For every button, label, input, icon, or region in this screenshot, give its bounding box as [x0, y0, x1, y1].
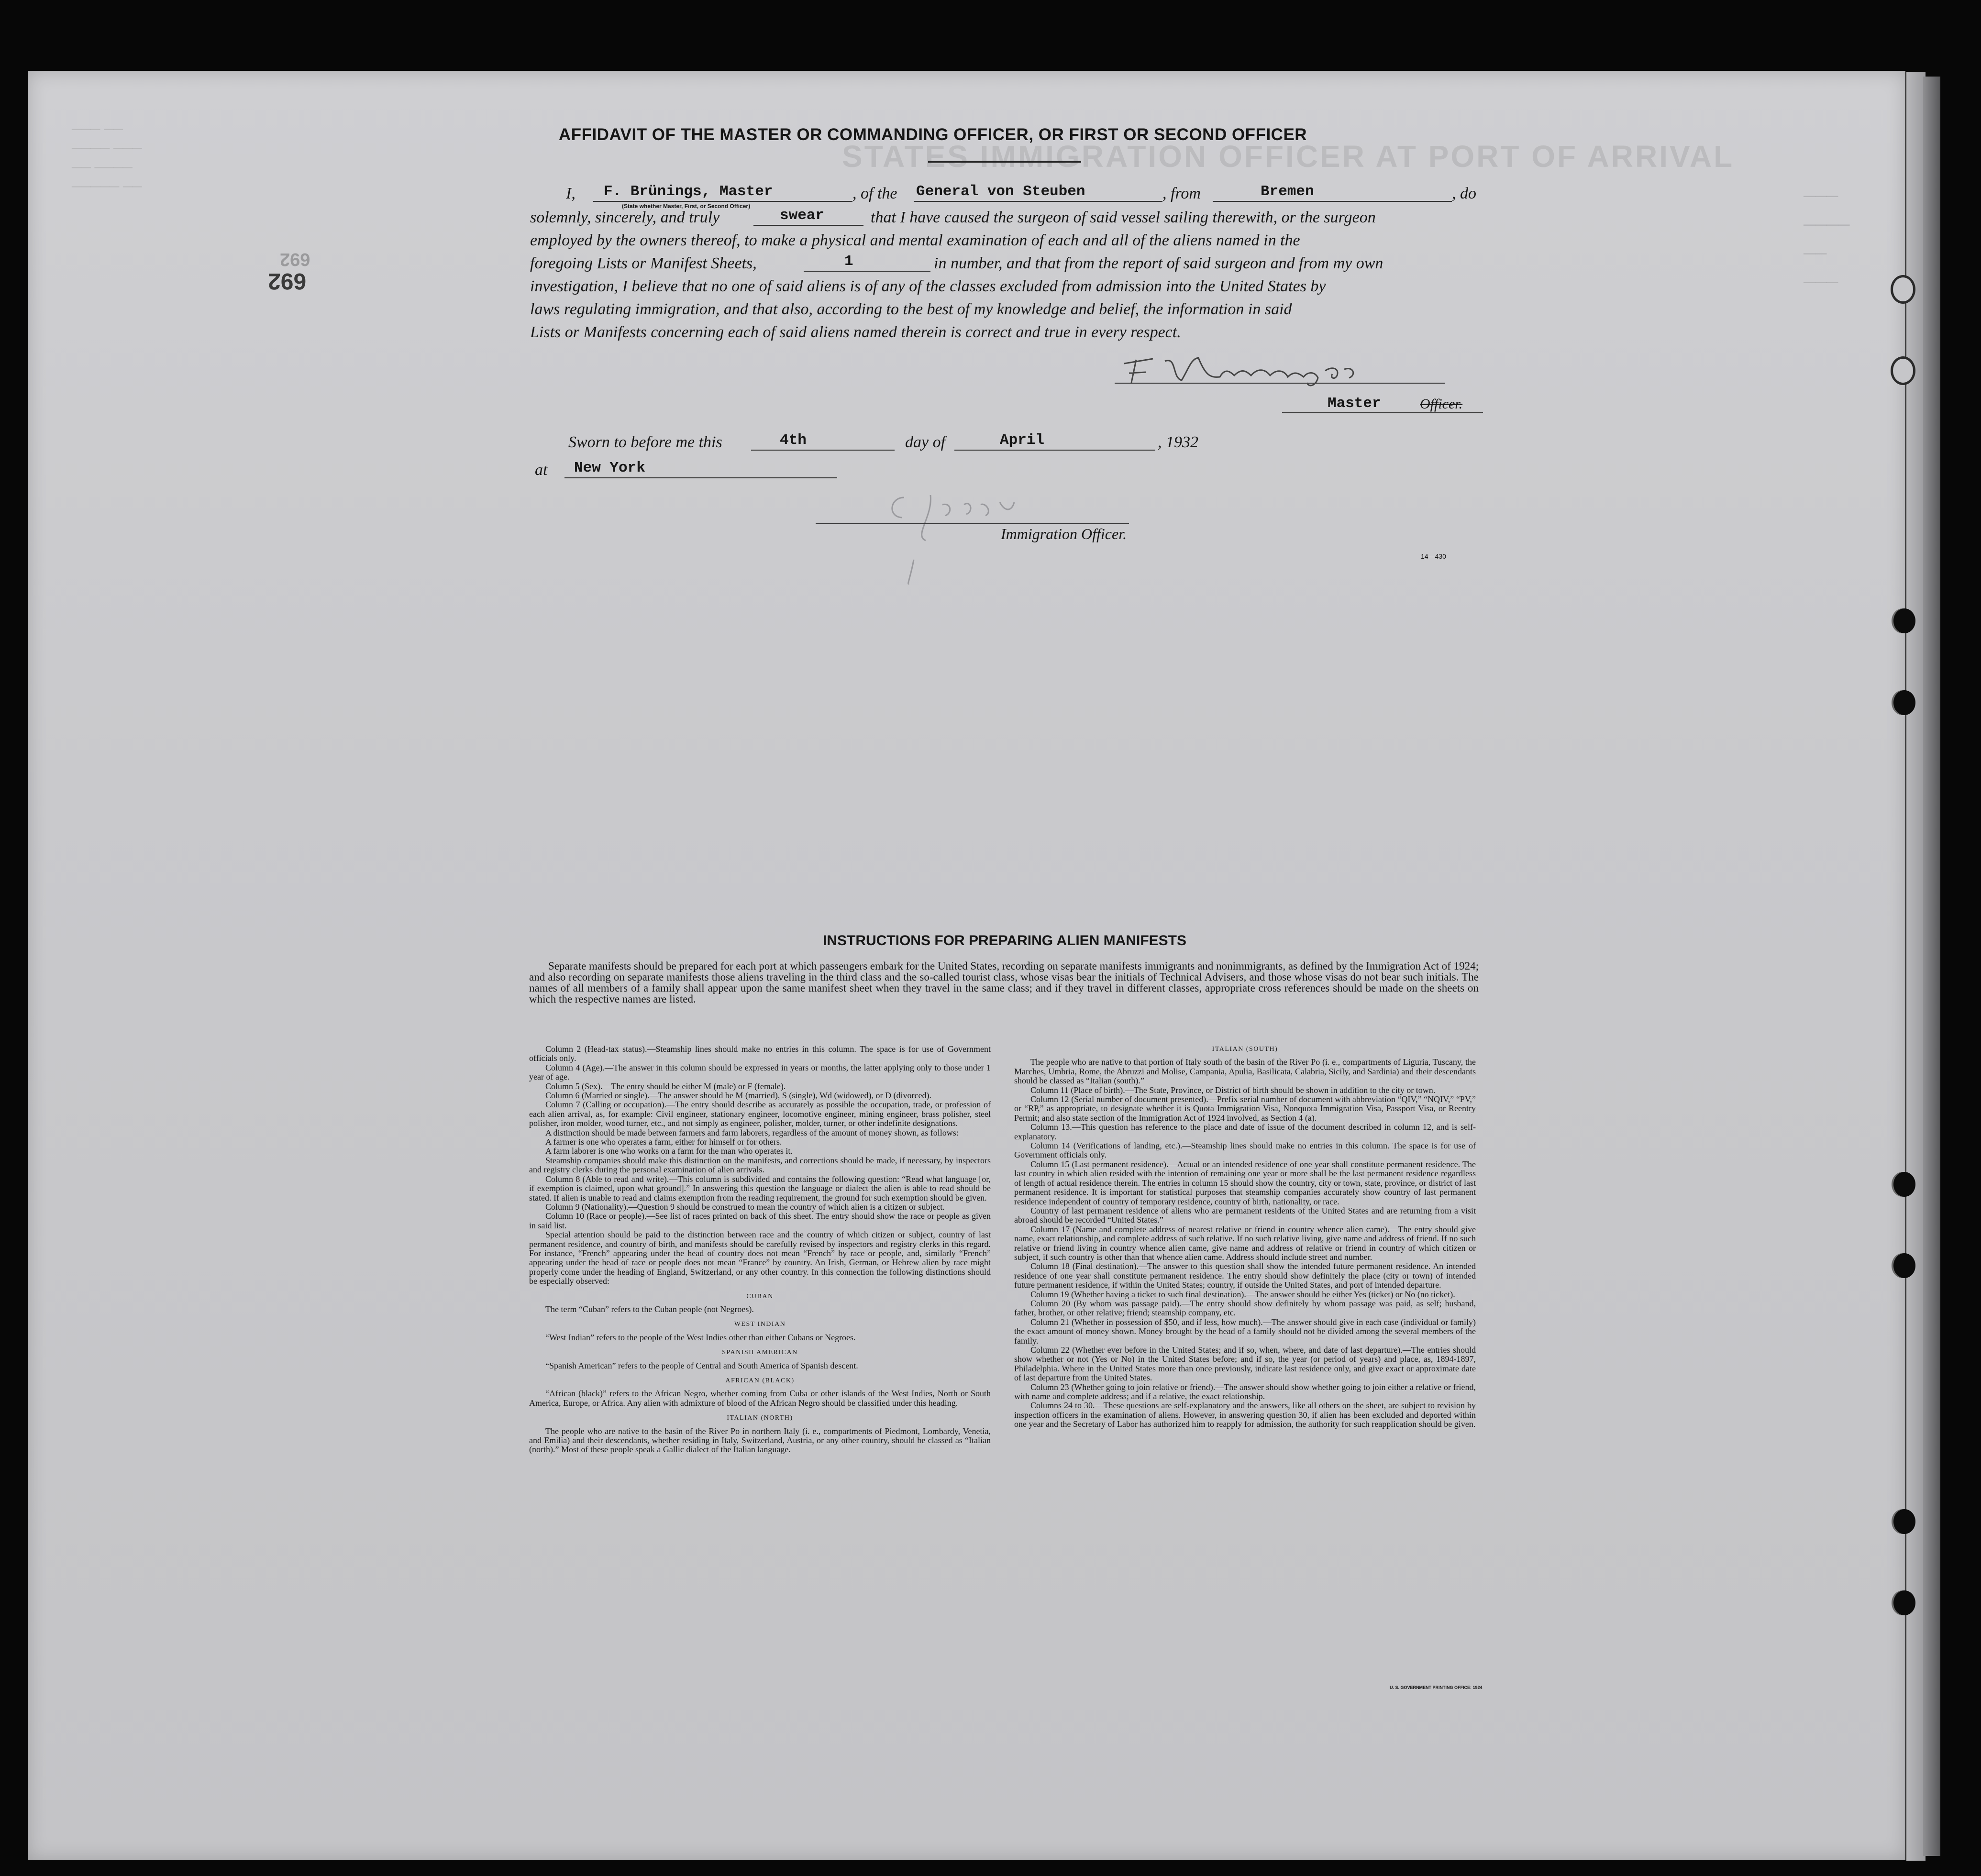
instructions-right-column [1014, 1045, 1476, 1429]
month-field: April [1000, 432, 1045, 449]
instruction-paragraph: Column 10 (Race or people).—See list of races printed on back of this sheet. The entry should show the race or people as given in said list. [529, 1211, 991, 1230]
port-line [1213, 201, 1452, 202]
instruction-paragraph: Column 7 (Calling or occupation).—The entry should describe as accurately as possible the occupation, trade, or profession of each alien arrival, as, for example: Civil engineer, stationary engineer, locomotive engineer, mining engineer, brass polisher, steel polisher, iron molder, wood turner, etc., and not simply as engineer, polisher, molder, turner, or other indefinite designations. [529, 1100, 991, 1128]
instruction-paragraph: Column 6 (Married or single).—The answer should be M (married), S (single), Wd (widowed), or D (divorced). [545, 1091, 931, 1101]
printer-note: U. S. GOVERNMENT PRINTING OFFICE: 1924 [1390, 1685, 1483, 1690]
form-number: 14—430 [1421, 552, 1446, 560]
instruction-paragraph: Special attention should be paid to the distinction between race and the country of which citizen or subject, country of last permanent residence, and country of birth, and manifests should be carefully revised by inspectors and registry clerks in this regard. For instance, “French” appearing under the head of country does not mean “French” by race or people, and, similarly “French” appearing under the head of race or people does not mean “France” by country. An Irish, German, or Hebrew alien by race might properly come under the heading of England, Switzerland, or any other country. In this connection the following distinctions should be especially observed: [529, 1230, 991, 1286]
title-line [1282, 412, 1483, 413]
binder-hole-icon [1891, 275, 1915, 304]
instruction-paragraph: Column 5 (Sex).—The entry should be either M (male) or F (female). [545, 1081, 786, 1091]
binder-hole-icon [1893, 1172, 1915, 1197]
officer-hint: (State whether Master, First, or Second Officer) [622, 203, 751, 210]
sheets-count-line [804, 271, 930, 272]
instruction-paragraph: Column 14 (Verifications of landing, etc.).—Steamship lines should make no entries in this column. The space is for use of Government officials only. [1014, 1141, 1476, 1160]
text-line-4a: foregoing Lists or Manifest Sheets, [530, 254, 757, 272]
instruction-paragraph: The people who are native to that portion of Italy south of the basin of the River Po (i. e., compartments of Liguria, Tuscany, the Marches, Umbria, Rome, the Abruzzi and Molise, Campania, Apulia, Basilicata, Calabria, Sicily, and Sardinia) and their descendants should be classed as “Italian (south).” [1014, 1057, 1476, 1086]
place-field: New York [574, 460, 645, 476]
place-line [564, 477, 837, 478]
bleed-through-left: ─── ── ──── ─── ── ──── ───── ── [72, 121, 142, 194]
year-text: , 1932 [1158, 433, 1198, 451]
page-number-stamp: 692 [268, 268, 307, 294]
immigration-officer-label: Immigration Officer. [1001, 525, 1127, 542]
oath-field: swear [780, 207, 825, 224]
section-heading-african: AFRICAN (BLACK) [725, 1377, 795, 1384]
vessel-line [914, 201, 1162, 202]
instructions-title: INSTRUCTIONS FOR PREPARING ALIEN MANIFESTS [822, 933, 1187, 949]
text-at: at [535, 461, 548, 479]
instruction-paragraph: Column 13.—This question has reference to the place and date of issue of the document described in column 12, and is self-explanatory. [1014, 1122, 1476, 1141]
text-do: , do [1452, 185, 1476, 202]
text-from: , from [1162, 185, 1201, 202]
text-line-6: laws regulating immigration, and that also, according to the best of my knowledge and belief, the information in said [530, 300, 1292, 318]
instructions-intro: Separate manifests should be prepared for each port at which passengers embark for the United States, recording on separate manifests immigrants and nonimmigrants, as defined by the Immigration Act of 1924; and also recording on separate manifests those aliens traveling in the third class and the so-called tourist class, whose visas bear the initials of Technical Advisers, and those whose visas do not bear such initials. The names of all members of a family shall appear upon the same manifest sheet when they travel in the same class; and if they travel in different classes, appropriate cross references should be made on the sheets on which the respective names are listed. [529, 960, 1479, 1005]
section-heading-spanish-american: SPANISH AMERICAN [722, 1349, 798, 1357]
instruction-paragraph: Columns 24 to 30.—These questions are self-explanatory and the answers, like all others on the sheet, are subject to revision by inspection officers in the examination of aliens. However, in answering question 30, if alien has been excluded and deported within one year and the Secretary of Labor has authorized him to reapply for admission, the authority for such reapplication should be given. [1014, 1401, 1476, 1429]
bleed-through-text: STATES IMMIGRATION OFFICER AT PORT OF ARRIVAL [842, 139, 1735, 174]
binder-hole-icon [1893, 1253, 1915, 1278]
instruction-paragraph: The term “Cuban” refers to the Cuban people (not Negroes). [545, 1304, 754, 1314]
instruction-paragraph: Country of last permanent residence of aliens who are permanent residents of the United States and are returning from a visit abroad should be recorded “United States.” [1014, 1205, 1476, 1225]
immigration-officer-line [816, 523, 1129, 524]
month-line [954, 450, 1155, 451]
text-line-2: that I have caused the surgeon of said vessel sailing therewith, or the surgeon [871, 209, 1376, 226]
binder-hole-icon [1893, 1590, 1915, 1615]
binder-hole-icon [1891, 356, 1915, 385]
binder-hole-icon [1893, 1509, 1915, 1534]
bleed-through-side: ─── ──── ── ─── [1804, 187, 1850, 291]
instruction-paragraph: Column 15 (Last permanent residence).—Actual or an intended residence of one year shall constitute permanent residence. The last country in which alien resided with the intention of remaining one year or more shall be the last permanent residence regardless of length of actual residence therein. The entries in column 15 should show the country, city or town, state, province, or district of last permanent residence. It is important for statistical purposes that steamship companies accurately show country of last permanent residence independent of country of temporary residence, country of birth, nationality, or race. [1014, 1159, 1476, 1206]
instruction-paragraph: “West Indian” refers to the people of the West Indies other than either Cubans or Negroes. [545, 1332, 856, 1342]
instruction-paragraph: Column 20 (By whom was passage paid).—The entry should show definitely by whom passage was paid, as self; husband, father, brother, or other relative; friend; steamship company, etc. [1014, 1298, 1476, 1318]
title-officer-struck: Officer. [1420, 396, 1463, 412]
instruction-paragraph: Column 2 (Head-tax status).—Steamship lines should make no entries in this column. The space is for use of Government officials only. [529, 1044, 991, 1063]
binder-edge [1923, 77, 1940, 1856]
instruction-paragraph: “Spanish American” refers to the people of Central and South America of Spanish descent. [545, 1360, 858, 1370]
section-heading-italian-north: ITALIAN (NORTH) [727, 1414, 793, 1422]
text-day-of: day of [905, 433, 946, 451]
instruction-paragraph: Column 21 (Whether in possession of $50, and if less, how much).—The answer should give in each case (individual or family) the exact amount of money shown. Money brought by the head of a family should not be divided among the several members of the family. [1014, 1317, 1476, 1346]
text-solemnly: solemnly, sincerely, and truly [530, 209, 720, 226]
instruction-paragraph: A distinction should be made between farmers and farm laborers, regardless of the amount of money shown, as follows: [545, 1127, 959, 1137]
instruction-paragraph: Column 17 (Name and complete address of nearest relative or friend in country whence alien came).—The entry should give name, exact relationship, and complete address of such relative. If no such relative living, give name and address of friend. If no such relative or friend living in country whence alien came, give name and address of relative or friend in country of which citizen or subject, if such country is other than that whence alien came. Address should include street and number. [1014, 1224, 1476, 1262]
officer-name-field: F. Brünings, Master [604, 183, 773, 200]
text-line-4b: in number, and that from the report of said surgeon and from my own [934, 254, 1383, 272]
sheets-count-field: 1 [844, 253, 853, 270]
instruction-paragraph: Column 19 (Whether having a ticket to such final destination).—The answer should be either Yes (ticket) or No (no ticket). [1030, 1289, 1455, 1299]
instruction-paragraph: Column 9 (Nationality).—Question 9 should be construed to mean the country of which alien is a citizen or subject. [545, 1202, 945, 1212]
instruction-paragraph: Column 22 (Whether ever before in the United States; and if so, when, where, and date of last departure).—The entries should show whether or not (Yes or No) in the United States before; and if so, the year (or period of years) and place, as, 1894-1897, Philadelphia. Where in the United States more than once previously, indicate last residence only, and give exact or approximate date of last departure from the United States. [1014, 1345, 1476, 1383]
section-heading-italian-south: ITALIAN (SOUTH) [1212, 1046, 1278, 1053]
text-of-the: , of the [852, 185, 897, 202]
day-field: 4th [780, 432, 807, 449]
text-sworn: Sworn to before me this [568, 433, 722, 451]
port-field: Bremen [1261, 183, 1314, 200]
binder-hole-icon [1893, 608, 1915, 633]
text-line-5: investigation, I believe that no one of said aliens is of any of the classes excluded from admission into the United States by [530, 277, 1326, 295]
section-heading-cuban: CUBAN [746, 1292, 774, 1300]
instruction-paragraph: Steamship companies should make this distinction on the manifests, and corrections should be made, if necessary, by inspectors and registry clerks during the personal examination of alien arrivals. [529, 1155, 991, 1175]
title-rule [928, 161, 1081, 163]
officer-name-line [593, 201, 852, 202]
day-line [751, 450, 895, 451]
instruction-paragraph: Column 4 (Age).—The answer in this column should be expressed in years or months, the latter applying only to those under 1 year of age. [529, 1062, 991, 1082]
text-i: I, [566, 185, 575, 202]
instructions-left-column [529, 1045, 991, 1455]
instruction-paragraph: Column 23 (Whether going to join relative or friend).—The answer should show whether going to join either a relative or friend, with name and complete address; and if a relative, the exact relationship. [1014, 1382, 1476, 1401]
instruction-paragraph: Column 11 (Place of birth).—The State, Province, or District of birth should be shown in addition to the city or town. [1030, 1085, 1436, 1095]
instruction-paragraph: Column 8 (Able to read and write).—This column is subdivided and contains the following question: “Read what language [or, if exemption is claimed, upon what ground].” In answering this question the language or dialect the alien is able to read should be stated. If alien is unable to read and claims exemption from the reading requirement, the ground for such exemption should be given. [529, 1174, 991, 1203]
instruction-paragraph: A farmer is one who operates a farm, either for himself or for others. [545, 1137, 782, 1147]
oath-line [753, 225, 863, 226]
title-master: Master [1328, 395, 1381, 412]
vessel-field: General von Steuben [916, 183, 1085, 200]
instruction-paragraph: Column 18 (Final destination).—The answer to this question shall show the intended future permanent residence. An intended residence of one year shall constitute permanent residence. The entry should show definitely the place (city or town) of intended future permanent residence, if within the United States; country, if outside the United States, and port of intended departure. [1014, 1261, 1476, 1290]
instruction-paragraph: A farm laborer is one who works on a farm for the man who operates it. [545, 1146, 793, 1156]
master-signature [1119, 349, 1406, 387]
binder-hole-icon [1893, 690, 1915, 715]
stamp-faint: 692 [280, 249, 310, 269]
text-line-3: employed by the owners thereof, to make a physical and mental examination of each and all of the aliens named in the [530, 232, 1300, 249]
affidavit-title: AFFIDAVIT OF THE MASTER OR COMMANDING OFFICER, OR FIRST OR SECOND OFFICER [558, 125, 1307, 144]
instruction-paragraph: The people who are native to the basin of the River Po in northern Italy (i. e., compartments of Piedmont, Lombardy, Venetia, and Emilia) and their descendants, whether residing in Italy, Switzerland, Austria, or any other country, should be classed as “Italian (north).” Most of these people speak a Gallic dialect of the Italian language. [529, 1426, 991, 1455]
text-line-7: Lists or Manifests concerning each of said aliens named therein is correct and true in every respect. [530, 323, 1181, 341]
instruction-paragraph: Column 12 (Serial number of document presented).—Prefix serial number of document with abbreviation “QIV,” “NQIV,” “PV,” or “RP,” as appropriate, to designate whether it is Quota Immigration Visa, Nonquota Immigration Visa, Passport Visa, or Reentry Permit; and also state section of the Immigration Act of 1924 involved, as Section 4 (a). [1014, 1094, 1476, 1123]
section-heading-west-indian: WEST INDIAN [734, 1321, 786, 1328]
instruction-paragraph: “African (black)” refers to the African Negro, whether coming from Cuba or other islands of the West Indies, North or South America, Europe, or Africa. Any alien with admixture of blood of the African Negro should be classified under this heading. [529, 1389, 991, 1408]
